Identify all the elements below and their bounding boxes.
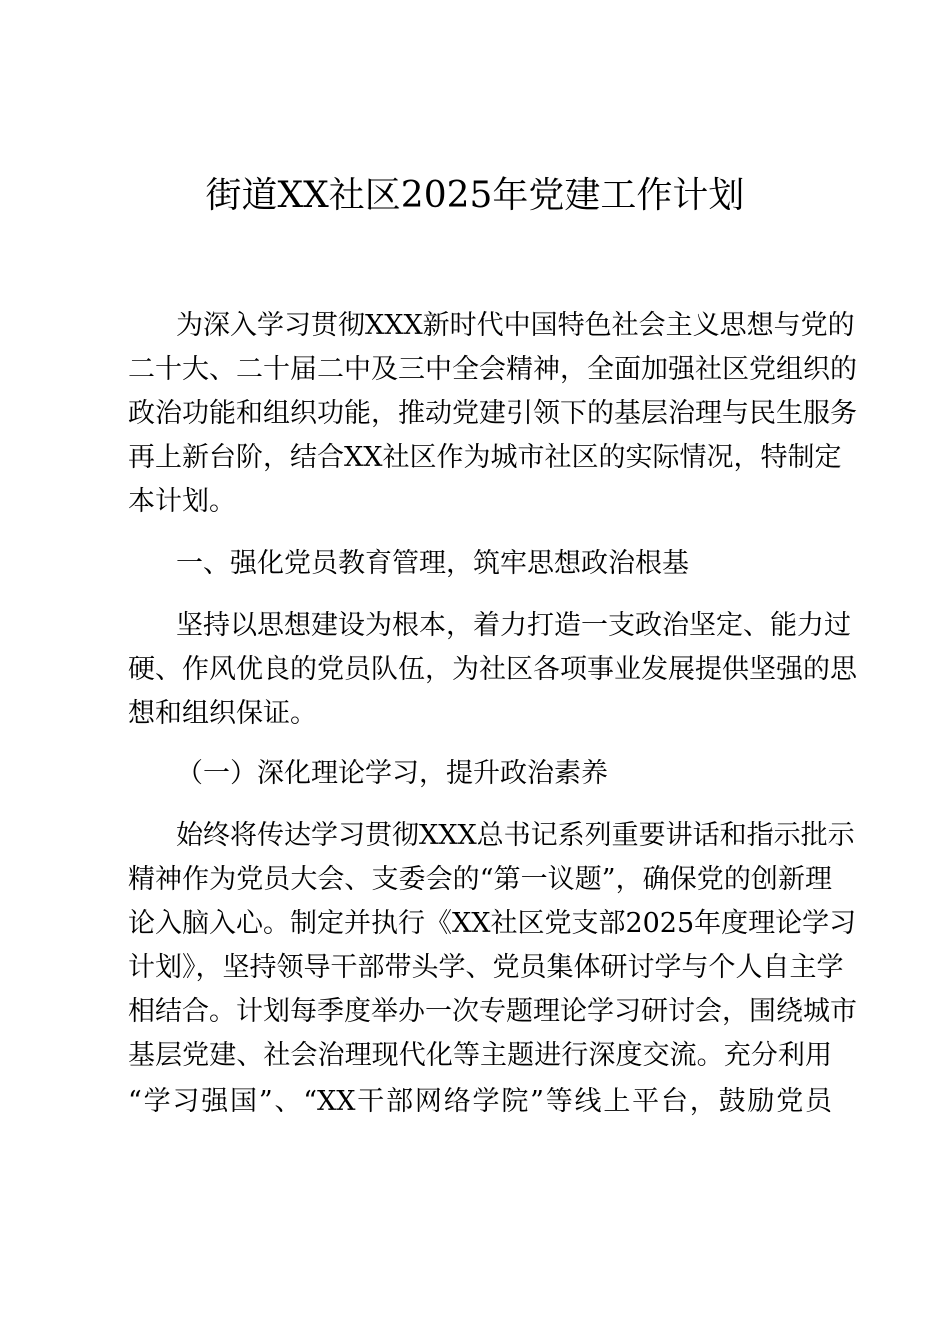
text-line: 相结合。计划每季度举办一次专题理论学习研讨会，围绕城市 bbox=[128, 996, 857, 1027]
text-line: 再上新台阶，结合XX社区作为城市社区的实际情况，特制定 bbox=[128, 442, 842, 473]
text-line: （一）深化理论学习，提升政治素养 bbox=[176, 758, 608, 789]
text-line: 为深入学习贯彻XXX新时代中国特色社会主义思想与党的 bbox=[176, 310, 855, 341]
text-line: 本计划。 bbox=[128, 486, 236, 517]
text-line: 想和组织保证。 bbox=[128, 698, 317, 729]
text-line: 政治功能和组织功能，推动党建引领下的基层治理与民生服务 bbox=[128, 398, 857, 429]
text-line: 一、强化党员教育管理，筑牢思想政治根基 bbox=[176, 548, 689, 579]
text-line: 硬、作风优良的党员队伍，为社区各项事业发展提供坚强的思 bbox=[128, 654, 857, 685]
text-line: “学习强国”、“XX干部网络学院”等线上平台，鼓励党员 bbox=[128, 1086, 832, 1117]
text-line: 论入脑入心。制定并执行《XX社区党支部2025年度理论学习 bbox=[128, 908, 857, 939]
document-title: 街道XX社区2025年党建工作计划 bbox=[205, 175, 745, 216]
text-line: 坚持以思想建设为根本，着力打造一支政治坚定、能力过 bbox=[176, 610, 851, 641]
text-line: 二十大、二十届二中及三中全会精神，全面加强社区党组织的 bbox=[128, 354, 857, 385]
text-line: 基层党建、社会治理现代化等主题进行深度交流。充分利用 bbox=[128, 1040, 832, 1071]
text-line: 计划》，坚持领导干部带头学、党员集体研讨学与个人自主学 bbox=[128, 952, 844, 983]
text-line: 始终将传达学习贯彻XXX总书记系列重要讲话和指示批示 bbox=[176, 820, 855, 851]
text-line: 精神作为党员大会、支委会的“第一议题”，确保党的创新理 bbox=[128, 864, 832, 895]
